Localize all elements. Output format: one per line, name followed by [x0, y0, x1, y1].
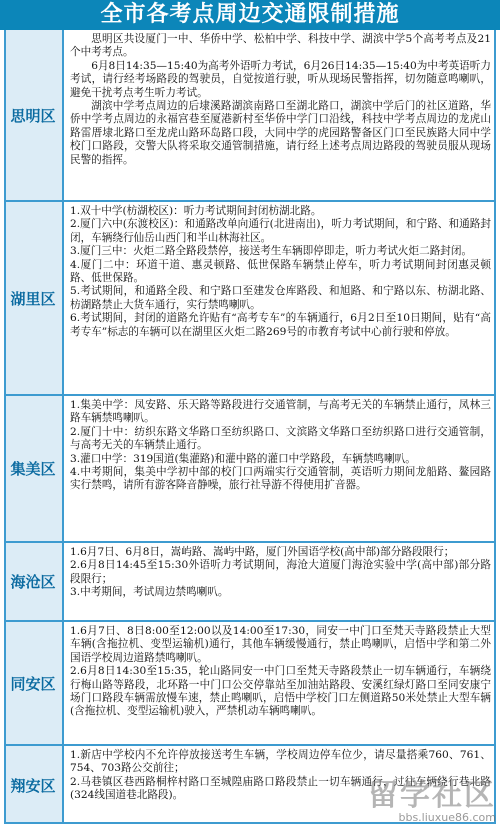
list-item: 3.灌口中学：319国道(集灌路)和灌中路的灌口中学路段，车辆禁鸣喇叭。 [70, 452, 416, 465]
section-xiangan [4, 746, 496, 824]
list-item: 6.考试期间，封闭的道路允许贴有“高考专车”的车辆通行，6月2日至10日期间，贴有“高考专车”标志的车辆可以在湖里区火炬二路269号的市教育考试中心前行驶和停放。 [70, 312, 491, 338]
list-item: 4.中考期间，集美中学初中部的校门口两端实行交通管制，英语听力期间龙船路、鳌园路实行禁鸣，请所有游客降音静噪，旅行社导游不得使用扩音器。 [70, 466, 491, 492]
list-item: 2.6月8日14:30至15:35，轮山路同安一中门口至梵天寺路段禁止一切车辆通行，车辆绕行梅山路等路段，北环路一中门口公交停靠站至加油站路段、安溪红绿灯路口至同安康宁场门口路段车辆需放慢车速，禁止鸣喇叭，启悟中学校门口左侧道路50米处禁止大型车辆(含拖拉机、变型运输机)驶入，严禁机动车辆鸣喇叭。 [70, 665, 491, 718]
watermark-text: 留学社区 [368, 778, 496, 813]
section-siming [4, 30, 496, 201]
paragraph: 湖滨中学考点周边的后埭溪路湖滨南路口至湖北路口，湖滨中学后门的社区道路，华侨中学考点周边的永福宫巷至厦港新村至华侨中学门口沿线，科技中学考点周边的龙虎山路雷厝埭北路口至龙虎山路环岛路口段，大同中学的虎园路警备区门口至民族路大同中学校门口路段，交警大队将采取交通管制措施，请行经上述考点周边路段的驾驶员服从现场民警的指挥。 [70, 100, 491, 166]
paragraph: 思明区共设厦门一中、华侨中学、松柏中学、科技中学、湖滨中学5个高考考点及21个中考考点。 [70, 33, 491, 59]
section-content [64, 202, 496, 394]
watermark-url: bbs.liuxue86.com [398, 811, 496, 824]
section-tongan [4, 622, 496, 744]
list-item: 1.6月7日、6月8日，嵩屿路、嵩屿中路，厦门外国语学校(高中部)部分路段限行； [70, 546, 455, 558]
district-label: 思明区 [4, 30, 64, 201]
list-item: 1.新店中学校内不允许停放接送考生车辆，学校周边停车位少，请尽量搭乘760、761、754、703路公交前往； [70, 749, 491, 775]
district-label: 翔安区 [4, 746, 64, 824]
section-huli [4, 202, 496, 394]
list-item: 4.厦门二中：环道干道、惠灵顿路、低世保路车辆禁止停车，听力考试期间封闭惠灵顿路、低世保路。 [70, 258, 491, 285]
district-label: 同安区 [4, 622, 64, 744]
list-item: 2.6月8日14:45至15:30外语听力考试期间，海沧大道厦门海沧实验中学(高中部)部分路段限行； [70, 559, 491, 585]
section-content [64, 543, 496, 620]
district-label: 湖里区 [4, 202, 64, 394]
section-content [64, 622, 496, 744]
paragraph: 6月8日14:35—15:40为高考外语听力考试，6月26日14:35—15:40为中考英语听力考试，请行经考场路段的驾驶员，自觉按道行驶，听从现场民警指挥，切勿随意鸣喇叭，避免干扰考点考生听力考试。 [70, 59, 491, 99]
list-item: 1.双十中学(枋湖校区)：听力考试期间封闭枋湖北路。 [70, 205, 322, 217]
list-item: 2.厦门十中：纺织东路文华路口至纺织路口、文滨路文华路口至纺织路口进行交通管制，与高考无关的车辆禁止通行。 [70, 425, 491, 452]
section-jimei [4, 396, 496, 541]
list-item: 2.马巷镇区巷西路桐梓村路口至城隍庙路口路段禁止一切车辆通行，过往车辆绕行巷北路(324线国道巷北路段)。 [70, 775, 491, 802]
list-item: 1.6月7日、8日8:00至12:00以及14:00至17:30，同安一中门口至梵天寺路段禁止大型车辆(含拖拉机、变型运输机)通行，其他车辆缓慢通行，禁止鸣喇叭，启悟中学和第二外国语学校周边道路禁鸣喇叭。 [70, 625, 491, 664]
page-title: 全市各考点周边交通限制措施 [0, 0, 500, 30]
section-content [64, 30, 496, 201]
district-label: 集美区 [4, 396, 64, 541]
list-item: 2.厦门六中(东渡校区)：和通路改单向通行(北进南出)，听力考试期间，和宁路、和通路封闭，车辆绕行仙岳山西门和半山林海社区。 [70, 218, 491, 244]
section-content [64, 396, 496, 541]
list-item: 5.考试期间，和通路全段、和宁路口至建发仓库路段、和旭路、和宁路以东、枋湖北路、枋湖路禁止大货车通行，实行禁鸣喇叭。 [70, 285, 491, 311]
section-content [64, 746, 496, 824]
list-item: 3.中考期间，考试周边禁鸣喇叭。 [70, 586, 229, 599]
district-label: 海沧区 [4, 543, 64, 620]
section-haicang [4, 543, 496, 620]
list-item: 1.集美中学：凤安路、乐天路等路段进行交通管制，与高考无关的车辆禁止通行，凤林三路车辆禁鸣喇叭。 [70, 399, 491, 425]
list-item: 3.厦门三中：火炬二路全路段禁停，接送考生车辆即停即走，听力考试火炬二路封闭。 [70, 245, 473, 258]
